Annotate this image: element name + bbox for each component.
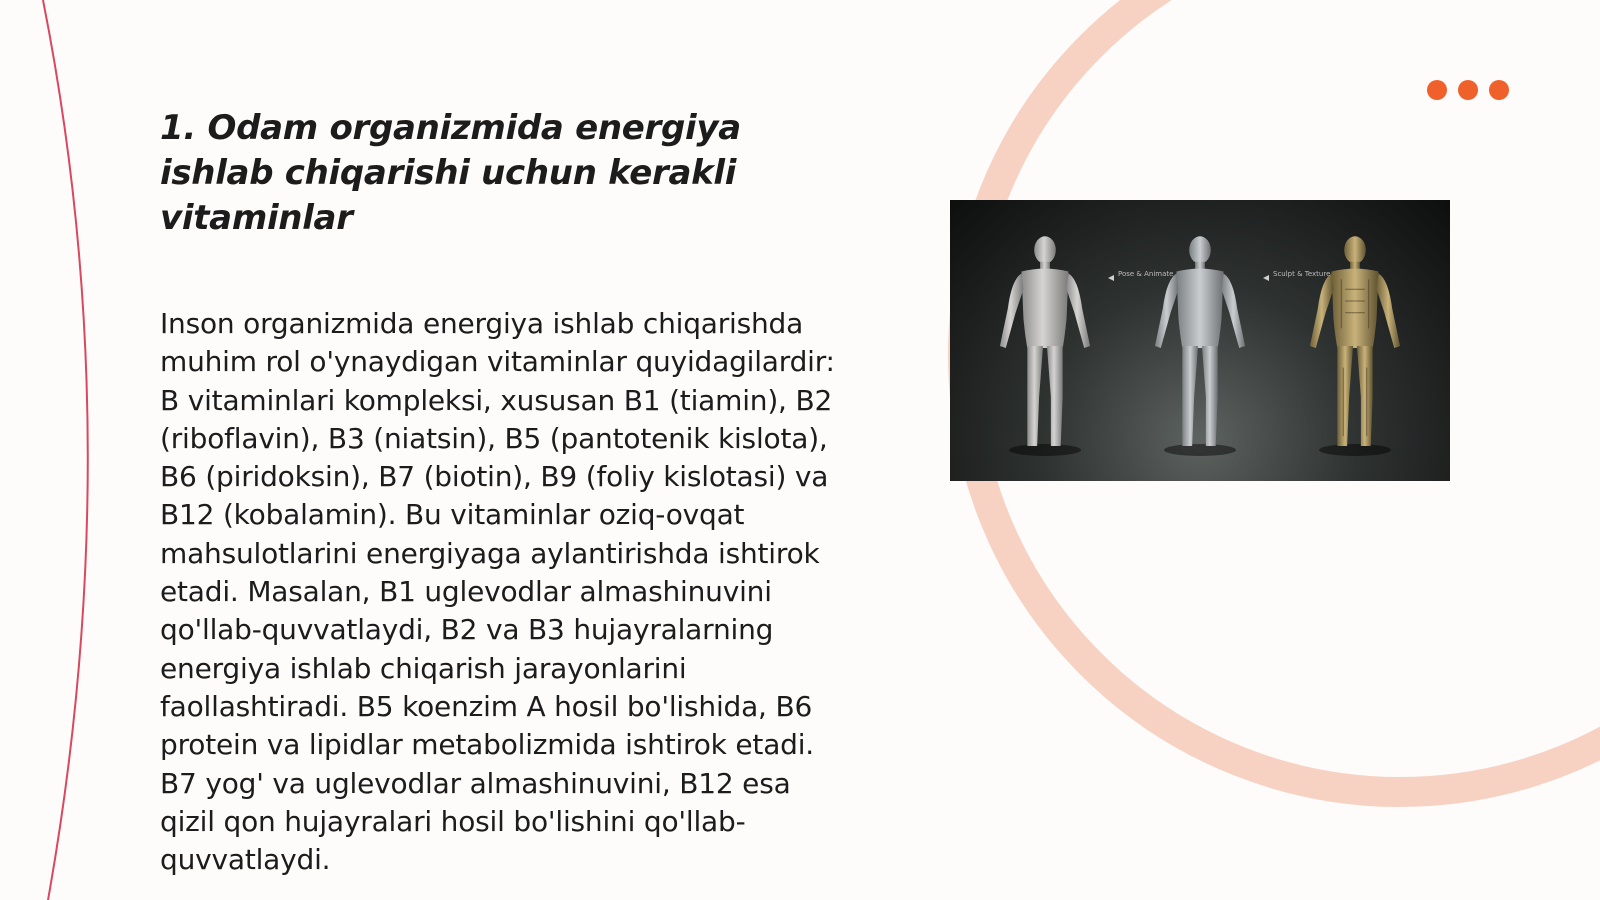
label-pose-animate: Pose & Animate (1118, 270, 1174, 278)
human-body-models-image (950, 200, 1450, 481)
grey-body-model (1000, 236, 1090, 446)
slide-title: 1. Odam organizmida energiya ishlab chiqarishi uchun kerakli vitaminlar (160, 108, 741, 238)
slide-body-text: Inson organizmida energiya ishlab chiqarishda muhim rol o'ynaydigan vitaminlar quyidagilardir: B vitaminlari kompleksi, xususan B1 (tiamin), B2 (riboflavin), B3 (niatsin), B5 (pantotenik kislota), B6 (piridoksin), B7 (biotin), B9 (foliy kislotasi) va B12 (kobalamin). Bu vitaminlar oziq-ovqat mahsulotlarini energiyaga aylantirishda ishtirok etadi. Masalan, B1 uglevodlar almashinuvini qo'llab-quvvatlaydi, B2 va B3 hujayralarning energiya ishlab chiqarish jarayonlarini faollashtiradi. B5 koenzim A hosil bo'lishida, B6 protein va lipidlar metabolizmida ishtirok etadi. B7 yog' va uglevodlar almashinuvini, B12 esa qizil qon hujayralari hosil bo'lishini qo'llab-quvvatlaydi. (160, 307, 835, 877)
figure-label-1 (1108, 270, 1173, 281)
left-edge-curve (43, 0, 88, 900)
label-sculpt-texture: Sculpt & Texture (1273, 270, 1331, 278)
dot (1489, 80, 1509, 100)
three-dots-icon (1427, 80, 1509, 100)
dot (1427, 80, 1447, 100)
silver-body-model (1155, 236, 1245, 446)
dot (1458, 80, 1478, 100)
muscle-body-model (1310, 236, 1400, 446)
figure-label-2 (1263, 270, 1330, 281)
human-body-models-illustration (950, 200, 1450, 481)
